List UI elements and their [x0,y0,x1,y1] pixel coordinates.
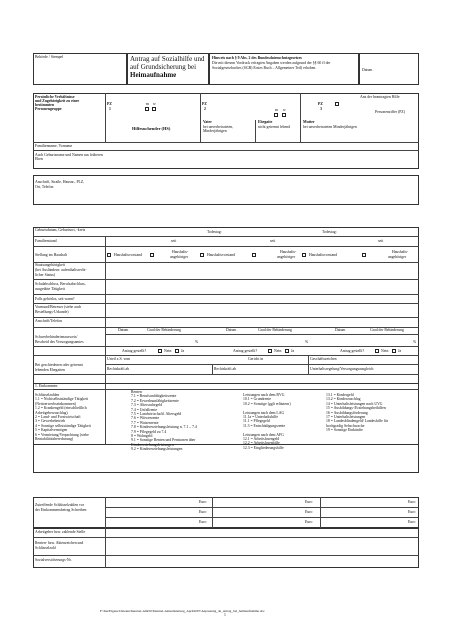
antrag-ja-cb-3[interactable] [392,349,396,353]
address-label-1: Anschrift, Straße, Hausnr., PLZ, [35,180,85,184]
address-row[interactable] [33,175,419,205]
ehegatte-label: Ehegatte [258,120,273,124]
euro-r1-c3: Euro [408,500,416,504]
mutter-sub: bei unverheirateten Minderjährigen [303,125,357,129]
household-label: Stellung im Haushalt [35,253,68,257]
euro-r1-c2: Euro [305,500,313,504]
misc-row-2: licher Status) [35,273,56,277]
familienname-label: Familienname, Vorname [35,144,73,148]
title-line-1: Antrag auf Sozialhilfe und [130,55,205,63]
pz1-m-label: m [146,102,149,106]
dis-datum-3: Datum [335,328,346,332]
antrag-ja-cb-1[interactable] [175,349,179,353]
geschz-label: Geschäftszeichen [310,357,337,361]
familienstand-label: Familienstand [35,239,57,243]
hint-heading: Hinweis nach § 9 Abs. 2 des Bundesdatenschutzgesetzes [212,56,302,60]
income-label-1: Zutreffende Schlüsselzahlen vor [35,503,85,507]
ha-label-2b: angehöriger [277,255,296,259]
euro-r2-c1: Euro [199,510,207,514]
mutter-label: Mutter [303,120,315,124]
dis-datum-1: Datum [118,328,129,332]
hv-checkbox-3[interactable] [302,253,306,257]
antrag-ja-3: Ja [398,349,402,353]
misc-row-0: Staatsangehörigkeit [35,263,65,267]
euro-r3-c2: Euro [305,520,313,524]
keys-col-3: Leistungen nach dem BVG 10.1 = Grundrente 10.2 = Sonstige (gglt erläutern) Leistungen nach dem LAG 11.1a = Unterhaltshilfe 11.1 = Pflegegeld 11.3 = Entschädigungsrente Leistungen nach dem AFG 12.1 = Arbeitslosengeld 12.2 = Arbeitslosenhilfe 12.3 = Eingliederungshilfe [243,393,291,450]
date-label: Datum [362,68,373,72]
ehegatte-sub: nicht getrennt lebend [258,125,291,129]
seit-2: seit [270,239,276,243]
hint-text-1: Die mit diesem Vordruck erfragten Angaben werden aufgrund der §§ 60 ff der [212,61,331,65]
dis-pct-1: % [195,340,199,344]
unterh-label: Unterhaltsregelung/Versorgungsausgleich [310,367,374,371]
todestag-2: Todestag: [322,230,337,234]
gericht-label: Gericht in [248,357,264,361]
pz-more-label: Anz der beantragten Hilfe [360,95,400,99]
dis-datum-2: Datum [226,328,237,332]
vater-sub: bei unverheirateten, Minderjährigen [203,125,234,134]
pz1-w-label: w [153,102,156,106]
divorced-label-1: Bei geschiedenen oder getrennt [35,363,83,367]
ha-label-3a: Haushalts- [392,250,409,254]
misc-row-3: Schulabschluss, Berufsabschluss, [35,282,86,286]
pz3-number: 3 [320,107,322,111]
sv-label: Sozialversicherungs-Nr. [35,558,72,562]
antrag-label-2: Antrag gestellt? [233,349,258,353]
antrag-nein-3: Nein [381,349,389,353]
rechts-label-1: Rechtskräft.ab [107,367,130,371]
pz1-w-checkbox[interactable] [152,107,156,111]
geburtsname-label: Auch Geburtsname und Namen aus früheren Ehen [35,153,103,162]
birth-label: Geburtsdatum, Geburtsort, -kreis [35,228,86,232]
title-line-2: auf Grundsicherung bei [130,63,197,71]
address-label-2: Ort, Telefon [35,185,54,189]
urteil-label: Urteil z.S. vom [107,357,131,361]
antrag-nein-cb-3[interactable] [375,349,379,353]
misc-row-5: Falls gehörlos, seit wann? [35,297,75,301]
keys-col-4: 13.1 = Kindergeld 13.2 = Kinderzuschlag 14 = Unterhaltsleistungen nach UVG 15 = Ausbildungs-/Erziehungsbeihilfen 16 = Ausbildungsförderung 17 = Unterhaltsleistungen 18 = Landesblindengeld/ Landeshilfe für hochgradig Sehschwache 19 = Sonstige Einkünfte [326,393,389,433]
misc-row-4: ausgeübte Tätigkeit [35,287,65,291]
pz2-label: PZ [202,102,207,106]
pz2-w-checkbox[interactable] [282,113,286,117]
antrag-nein-1: Nein [164,349,172,353]
vater-label: Vater [203,120,212,124]
ha-label-1b: angehöriger [170,255,189,259]
pz2-m-label: m [275,108,278,112]
misc-row-1: (bei Ausländern: aufenthaltsrecht- [35,268,87,272]
keys-title: 1. Einkommen [35,384,58,388]
pz2-number: 2 [204,107,206,111]
footer-page: 1 [224,613,226,617]
ha-label-3b: angehöriger [388,255,407,259]
seit-1: seit [171,239,177,243]
dis-pct-3: % [413,340,417,344]
euro-r3-c3: Euro [408,520,416,524]
ha-checkbox-2[interactable] [252,253,256,257]
seit-3: seit [378,239,384,243]
renten-label-1: Renten- bzw. Aktenzeichen und [35,541,84,545]
hv-label-2: Haushaltsvorstand [207,253,236,257]
footer-path: F:\Ina\Eigene Dateien\Internet-Amt50\Internet-Aktualisierung_April2007\Anpassung_de_antrag_bei_heimaufnahme.doc [100,609,265,613]
persons-title-2: und Zugehörigkeit zu einer [35,99,80,103]
euro-r2-c2: Euro [305,510,313,514]
hv-label-1: Haushaltsvorstand [114,253,143,257]
antrag-ja-2: Ja [291,349,295,353]
hilfe-label: Hilfesuchender (HS) [132,126,171,131]
income-entry-box [33,497,419,528]
euro-r1-c1: Euro [199,500,207,504]
pz3-label: PZ [318,102,323,106]
misc-row-8: Anschrift/Telefon [35,319,62,323]
pz2-w-label: w [283,108,286,112]
antrag-ja-cb-2[interactable] [285,349,289,353]
keys-col-2: Renten 7.1 = Berufsunfähigkeitsrente 7.2 = Erwerbsunfähigkeitsrente 7.3 = Altersruhegeld 7.4 = Unfallrente 7.5 = Landwirtschaftl. Altersgeld 7.6 = Witwenrente 7.7 = Waisenrente 7.8 = Kindererziehungsleistung n. 7.1 – 7.4 7.9 = Pflegegeld zu 7.4 8 = Wohngeld 9.1 = Sonstige Renten und Pensionen über Kindererziehungsleistungen 9.2 = Kindererziehungsleistungen [131,390,197,452]
renten-label-2: Schlüsselzahl [35,546,56,550]
antrag-ja-1: Ja [181,349,185,353]
pz2-m-checkbox[interactable] [274,113,278,117]
misc-row-6: Vormund/Betreuer (siehe auch [35,305,82,309]
pz3-checkbox[interactable] [335,102,339,106]
ha-checkbox-3[interactable] [362,253,366,257]
income-label-2: der Einkommensbetrag Schreiben [35,508,87,512]
misc-row-7: Bestellungs-Urkunde) [35,310,69,314]
hv-checkbox-1[interactable] [107,253,111,257]
pz-more-label-2: Personenziffer (PZ) [375,110,405,114]
antrag-nein-cb-1[interactable] [158,349,162,353]
dis-label-2: Bescheid des Versorgungsamtes [35,340,84,344]
dis-pct-2: % [305,340,309,344]
divorced-label-2: lebenden Ehegatten [35,368,65,372]
rechts-label-2: Rechtskräft.ab [214,367,237,371]
antrag-label-3: Antrag gestellt? [340,349,365,353]
persons-title-1: Persönliche Verhältnisse [35,95,75,99]
persons-title-4: Personengruppe [35,107,62,111]
ha-label-1a: Haushalts- [172,250,189,254]
todestag-1: Todestag: [207,230,222,234]
title-line-3: Heimaufnahme [130,71,177,79]
euro-r2-c3: Euro [408,510,416,514]
dis-grad-1: Grad der Behinderung [147,328,181,332]
keys-col-1: Schlüsselzahlen 1.1 = Nichtselbstständige Tätigkeit (Nettoerwerbseinkommen) 1.2 = Krankengeld (einschließlich Arbeitgeberzuschlag) 2 = Land- und Forstwirtschaft 3 = Gewerbebetrieb 4 = Sonstige selbstständige Tätigkeit 5 = Kapitalvermögen 6 = Vermietung/Verpachtung (siehe Rentabilitätsberechnung) [35,393,91,442]
pz1-m-checkbox[interactable] [145,107,149,111]
antrag-nein-cb-2[interactable] [268,349,272,353]
pz1-number: 1 [109,107,111,111]
antrag-nein-2: Nein [274,349,282,353]
hv-checkbox-2[interactable] [200,253,204,257]
employer-box [33,528,419,568]
dis-grad-2: Grad der Behinderung [258,328,292,332]
dis-grad-3: Grad der Behinderung [370,328,404,332]
employer-label: Arbeitgeber bzw. zahlende Stelle [35,530,86,534]
pz1-label: PZ [107,102,112,106]
euro-r3-c1: Euro [199,520,207,524]
ha-checkbox-1[interactable] [150,253,154,257]
hint-text-2: Sozialgesetzbuches (SGB) Erstes Buch – Allgemeiner Teil) erhoben. [212,66,317,70]
hv-label-3: Haushaltsvorstand [309,253,338,257]
antrag-label-1: Antrag gestellt? [122,349,147,353]
dis-label-1: Schwerbehindertenausweis/ [35,335,78,339]
persons-title-3: bestimmten [35,103,54,107]
ha-label-2a: Haushalts- [280,250,297,254]
authority-label: Behörde / Stempel [35,55,64,59]
